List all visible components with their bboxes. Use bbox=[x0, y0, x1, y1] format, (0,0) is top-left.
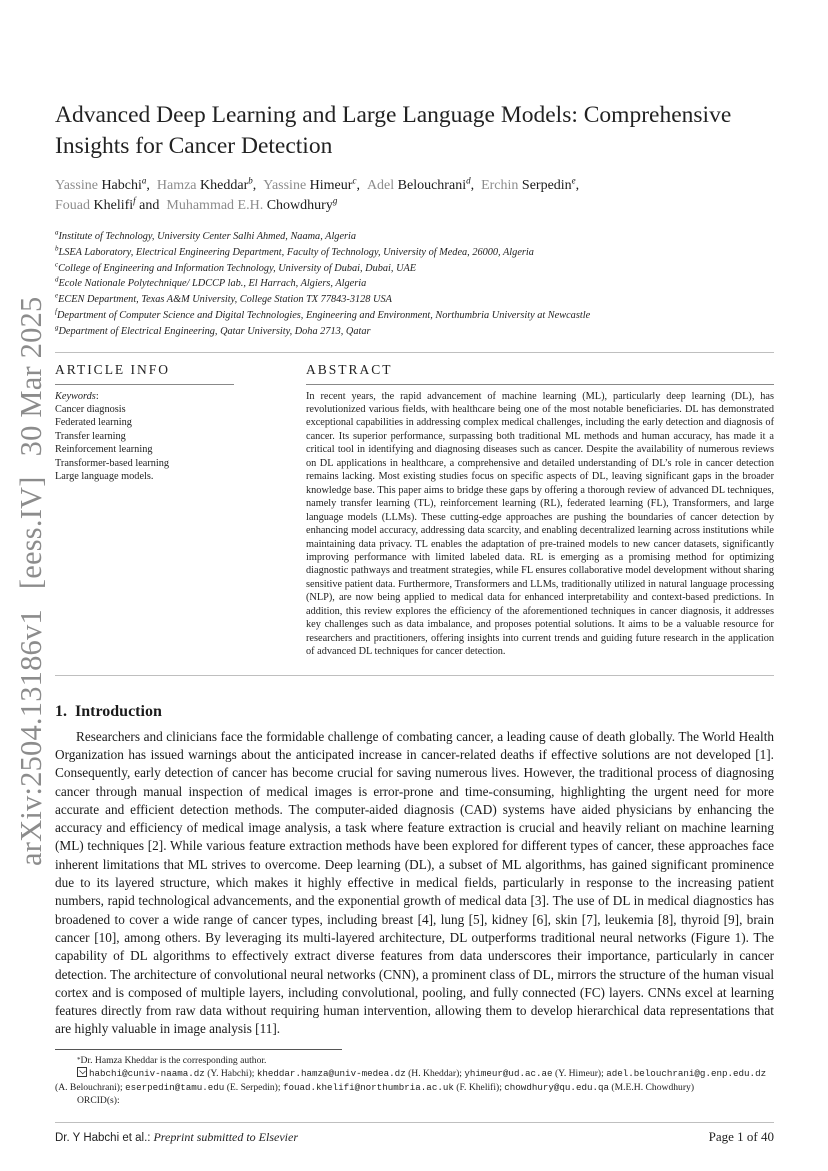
email-owner: (A. Belouchrani); bbox=[55, 1081, 126, 1093]
email-owner: (Y. Himeur); bbox=[552, 1068, 607, 1080]
email-owner: (E. Serpedin); bbox=[224, 1081, 283, 1093]
email-link[interactable]: kheddar.hamza@univ-medea.dz bbox=[256, 1068, 406, 1080]
article-info-divider bbox=[55, 384, 234, 385]
affiliation-text: Ecole Nationale Polytechnique/ LDCCP lab., El Harrach, Algiers, Algeria bbox=[58, 278, 367, 290]
introduction-heading bbox=[55, 702, 774, 722]
email-link[interactable]: habchi@cuniv-naama.dz bbox=[89, 1068, 205, 1080]
author-affiliation-mark[interactable]: g bbox=[332, 195, 338, 206]
author-given-name: Adel bbox=[366, 178, 398, 193]
footer-divider bbox=[55, 1122, 774, 1123]
affiliation bbox=[55, 324, 774, 340]
email-owner: (H. Kheddar); bbox=[405, 1068, 465, 1080]
author-family-name: Himeur bbox=[309, 178, 353, 193]
author bbox=[366, 175, 475, 193]
author-affiliation-mark[interactable]: d bbox=[466, 175, 471, 186]
keywords-block: Keywords: Cancer diagnosis Federated learning Transfer learning Reinforcement learning Transformer-based learning Large language models. bbox=[55, 390, 234, 484]
author-affiliation-mark[interactable]: b bbox=[248, 175, 253, 186]
author bbox=[55, 175, 150, 193]
page-number: Page 1 of 40 bbox=[708, 1129, 774, 1145]
arxiv-date: 30 Mar 2025 bbox=[14, 296, 48, 457]
author-family-name: Chowdhury bbox=[266, 198, 333, 213]
author-family-name: Khelifi bbox=[93, 198, 134, 213]
author bbox=[481, 175, 580, 193]
section-title: Introduction bbox=[75, 702, 162, 720]
author-given-name: Yassine bbox=[55, 178, 102, 193]
introduction-paragraph: Researchers and clinicians face the formidable challenge of combating cancer, a leading cause of death globally. The World Health Organization has issued warnings about the anticipated increase in cancer-related deaths if effective solutions are not developed [1]. Consequently, early detection of cancer has become crucial for saving numerous lives. However, the traditional process of diagnosing cancer through manual inspection of medical images is error-prone and time-consuming, highlighting the urgent need for more accurate and efficient detection methods. The computer-aided diagnosis (CAD) systems have aided physicians by enhancing the accuracy and efficiency of medical image analysis, a task where feature extraction is crucial and heavily reliant on machine learning (ML) techniques [2]. While various feature extraction methods have been explored for different types of cancer, these approaches face inherent limitations that ML strives to overcome. Deep learning (DL), a subset of ML algorithms, has gained significant prominence due to its layered structure, which makes it highly effective in medical fields, particularly in response to the increasing patient numbers, rapid technological advancements, and the exponential growth of medical data [3]. The use of DL in medical diagnostics has broadened to cover a wide range of cancer types, including breast [4], lung [5], kidney [6], skin [7], leukemia [8], thyroid [9], brain cancer [10], among others. By leveraging its multi-layered architecture, DL outperforms traditional neural networks (Figure 1). The capability of DL algorithms to effectively extract diverse features from data underscores their importance, particularly in cancer detection. The architecture of convolutional neural networks (CNN), a prominent class of DL, mirrors the structure of the human visual cortex and is composed of multiple layers, including convolutional, pooling, and fully connected (FC) layers. CNNs excel at learning features directly from raw data without requiring human intervention, allowing them to develop hierarchical data representations that are highly valuable in image analysis [11]. bbox=[55, 728, 774, 1037]
corresponding-author-note: *Dr. Hamza Kheddar is the corresponding author. bbox=[77, 1054, 267, 1066]
email-link[interactable]: fouad.khelifi@northumbria.ac.uk bbox=[282, 1081, 454, 1093]
abstract-column bbox=[306, 362, 774, 659]
venue: Preprint submitted to Elsevier bbox=[153, 1130, 299, 1145]
author-separator: , bbox=[356, 178, 360, 193]
author-family-name: Kheddar bbox=[200, 178, 249, 193]
arxiv-id[interactable]: arXiv:2504.13186v1 bbox=[14, 609, 48, 866]
affiliation-mark: f bbox=[55, 307, 57, 316]
author-separator: , bbox=[252, 178, 257, 193]
affiliation-text: Department of Electrical Engineering, Qatar University, Doha 2713, Qatar bbox=[58, 325, 371, 337]
author-separator: and bbox=[135, 198, 160, 213]
author-family-name: Habchi bbox=[101, 178, 142, 193]
affiliation-list bbox=[55, 229, 774, 340]
affiliation-mark: g bbox=[55, 323, 59, 332]
author bbox=[55, 195, 160, 213]
affiliation-text: ECEN Department, Texas A&M University, College Station TX 77843-3128 USA bbox=[58, 294, 392, 306]
author-separator: , bbox=[146, 178, 150, 193]
running-header bbox=[55, 1130, 298, 1145]
keyword: Reinforcement learning bbox=[55, 444, 153, 456]
affiliation-mark: c bbox=[55, 260, 59, 269]
abstract-divider bbox=[306, 384, 774, 385]
affiliation bbox=[55, 245, 774, 261]
affiliation bbox=[55, 308, 774, 324]
author-family-name: Serpedin bbox=[521, 178, 572, 193]
section-number: 1. bbox=[55, 702, 67, 720]
author-separator: , bbox=[575, 178, 580, 193]
email-owner: (M.E.H. Chowdhury) bbox=[609, 1081, 695, 1093]
affiliation bbox=[55, 292, 774, 308]
footnote-divider bbox=[55, 1049, 342, 1050]
keyword: Federated learning bbox=[55, 417, 132, 429]
footnote-star: * bbox=[77, 1055, 81, 1064]
keyword: Cancer diagnosis bbox=[55, 403, 126, 415]
email-link[interactable]: yhimeur@ud.ac.ae bbox=[464, 1068, 553, 1080]
author bbox=[156, 175, 257, 193]
abstract-heading: ABSTRACT bbox=[306, 361, 393, 377]
author-family-name: Belouchrani bbox=[397, 178, 467, 193]
author-affiliation-mark[interactable]: f bbox=[133, 195, 136, 206]
keywords-label: Keywords bbox=[55, 390, 96, 402]
header-divider bbox=[55, 352, 774, 353]
author-given-name: Fouad bbox=[55, 198, 94, 213]
author-list bbox=[55, 176, 774, 216]
author-given-name: Hamza bbox=[156, 178, 201, 193]
author-separator: , bbox=[470, 178, 475, 193]
email-owner: (F. Khelifi); bbox=[453, 1081, 505, 1093]
email-list bbox=[55, 1067, 774, 1094]
author-given-name: Yassine bbox=[263, 178, 310, 193]
affiliation bbox=[55, 229, 774, 245]
running-author: Dr. Y Habchi et al.: bbox=[55, 1132, 151, 1145]
affiliation-mark: e bbox=[55, 291, 59, 300]
keyword: Transformer-based learning bbox=[55, 457, 170, 469]
author bbox=[263, 175, 360, 193]
affiliation-text: Department of Computer Science and Digital Technologies, Engineering and Environment, Northumbria University at Newcastle bbox=[56, 309, 591, 321]
email-owner: (Y. Habchi); bbox=[204, 1068, 257, 1080]
arxiv-category: [eess.IV] bbox=[14, 476, 48, 590]
front-matter-columns bbox=[55, 362, 774, 659]
author-given-name: Erchin bbox=[481, 178, 522, 193]
email-link[interactable]: adel.belouchrani@g.enp.edu.dz bbox=[606, 1068, 767, 1080]
affiliation-text: LSEA Laboratory, Electrical Engineering Department, Faculty of Technology, University of Medea, 26000, Algeria bbox=[58, 246, 534, 258]
email-link[interactable]: chowdhury@qu.edu.qa bbox=[504, 1081, 610, 1093]
affiliation-mark: a bbox=[55, 228, 59, 237]
envelope-icon bbox=[77, 1067, 87, 1077]
author-affiliation-mark[interactable]: e bbox=[571, 175, 576, 186]
article-info-column bbox=[55, 362, 234, 659]
affiliation-mark: d bbox=[55, 275, 59, 284]
abstract-text: In recent years, the rapid advancement of machine learning (ML), particularly deep learning (DL), has revolutionized various fields, with healthcare being one of the most notable beneficiaries. DL has demonstrated exceptional capabilities in addressing complex medical challenges, including the early detection and diagnosis of cancer. Its superior performance, surpassing both traditional ML methods and human accuracy, has made it a critical tool in identifying and diagnosing diseases such as cancer. Despite the availability of numerous reviews on DL applications in healthcare, a comprehensive and detailed understanding of DL’s role in cancer detection remains lacking. Most existing studies focus on specific aspects of DL, leaving significant gaps in the broader knowledge base. This paper aims to bridge these gaps by offering a thorough review of advanced DL techniques, namely transfer learning (TL), reinforcement learning (RL), federated learning (FL), Transformers, and large language models (LLMs). These cutting-edge approaches are pushing the boundaries of cancer detection by enhancing model accuracy, addressing data scarcity, and enabling decentralized learning across institutions while maintaining data privacy. TL enables the adaptation of pre-trained models to new cancer datasets, significantly improving performance with limited labeled data. RL is emerging as a promising method for optimizing diagnostic pathways and treatment strategies, while FL ensures collaborative model development without sharing sensitive patient data. Furthermore, Transformers and LLMs, traditionally utilized in natural language processing (NLP), are now being applied to medical data for enhanced interpretability and context-based predictions. In addition, this review explores the efficiency of the aforementioned techniques in cancer diagnosis, it addresses key challenges such as data imbalance, and proposes potential solutions. It aims to be a valuable resource for researchers and practitioners, offering insights into current trends and guiding future research in the application of advanced DL techniques for cancer detection. bbox=[306, 390, 774, 658]
author bbox=[166, 195, 338, 213]
keyword: Transfer learning bbox=[55, 430, 126, 442]
footer bbox=[55, 1129, 774, 1145]
keyword: Large language models. bbox=[55, 471, 154, 483]
author-given-name: Muhammad E.H. bbox=[166, 198, 267, 213]
affiliation bbox=[55, 261, 774, 277]
affiliation-text: College of Engineering and Information Technology, University of Dubai, Dubai, UAE bbox=[58, 262, 417, 274]
abstract-bottom-divider bbox=[55, 675, 774, 676]
author-affiliation-mark[interactable]: c bbox=[352, 175, 357, 186]
affiliation-mark: b bbox=[55, 244, 59, 253]
author-affiliation-mark[interactable]: a bbox=[141, 175, 147, 186]
email-link[interactable]: eserpedin@tamu.edu bbox=[125, 1081, 225, 1093]
paper-title: Advanced Deep Learning and Large Language Models: Comprehensive Insights for Cancer Detection bbox=[55, 102, 732, 159]
footnotes bbox=[55, 1054, 774, 1108]
affiliation-text: Institute of Technology, University Center Salhi Ahmed, Naama, Algeria bbox=[58, 231, 357, 242]
article-info-heading: ARTICLE INFO bbox=[55, 361, 171, 377]
orcid-label: ORCID(s): bbox=[77, 1095, 120, 1107]
affiliation bbox=[55, 276, 774, 292]
keywords-list bbox=[55, 403, 234, 483]
